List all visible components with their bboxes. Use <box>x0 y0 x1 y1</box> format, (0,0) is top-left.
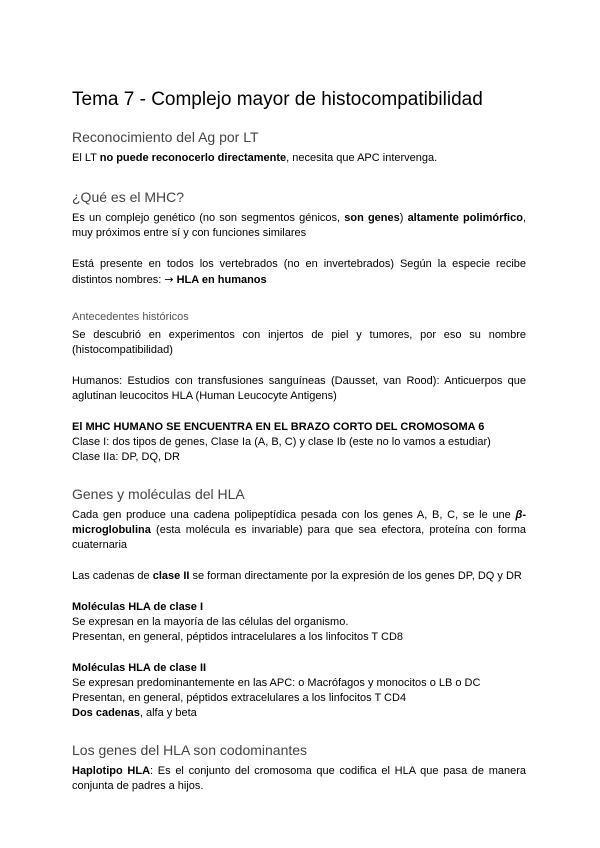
section-heading-codominantes: Los genes del HLA son codominantes <box>72 742 308 758</box>
section-heading-reconocimiento: Reconocimiento del Ag por LT <box>72 129 259 145</box>
page-title: Tema 7 - Complejo mayor de histocompatibilidad <box>72 89 483 110</box>
arrow-right-icon: → <box>164 273 174 286</box>
paragraph: Humanos: Estudios con transfusiones sanguíneas (Dausset, van Rood): Anticuerpos que aglutinan leucocitos HLA (Human Leucocyte Antigens) <box>72 375 526 402</box>
paragraph: Se descubrió en experimentos con injertos de piel y tumores, por eso su nombre (histocompatibilidad) <box>72 329 526 356</box>
document-content <box>72 88 526 794</box>
paragraph: Las cadenas de clase II se forman directamente por la expresión de los genes DP, DQ y DR <box>72 570 522 582</box>
paragraph: El MHC HUMANO SE ENCUENTRA EN EL BRAZO CORTO DEL CROMOSOMA 6 Clase I: dos tipos de genes, Clase Ia (A, B, C) y clase Ib (este no lo vamos a estudiar) Clase IIa: DP, DQ, DR <box>72 421 491 463</box>
section-heading-que-es-mhc: ¿Qué es el MHC? <box>72 189 185 205</box>
subsection-heading-antecedentes: Antecedentes históricos <box>72 311 189 323</box>
paragraph: Es un complejo genético (no son segmentos génicos, son genes) altamente polimórfico, muy próximos entre sí y con funciones similares <box>72 212 527 239</box>
paragraph: Haplotipo HLA: Es el conjunto del cromosoma que codifica el HLA que pasa de manera conjunta de padres a hijos. <box>72 765 526 792</box>
class-i-block: Moléculas HLA de clase I Se expresan en la mayoría de las células del organismo. Presentan, en general, péptidos intracelulares a los linfocitos T CD8 <box>72 601 404 643</box>
section-heading-genes-moleculas: Genes y moléculas del HLA <box>72 486 245 502</box>
paragraph: Está presente en todos los vertebrados (no en invertebrados) Según la especie recibe distintos nombres: → HLA en humanos <box>72 258 526 286</box>
class-ii-block: Moléculas HLA de clase II Se expresan predominantemente en las APC: o Macrófagos y monocitos o LB o DC Presentan, en general, péptidos extracelulares a los linfocitos T CD4 Dos cadenas, alfa y beta <box>72 662 481 719</box>
paragraph: Cada gen produce una cadena polipeptídica pesada con los genes A, B, C, se le une β-microglobulina (esta molécula es invariable) para que sea efectora, proteína con forma cuaternaria <box>72 509 526 551</box>
paragraph: El LT no puede reconocerlo directamente, necesita que APC intervenga. <box>72 152 438 164</box>
